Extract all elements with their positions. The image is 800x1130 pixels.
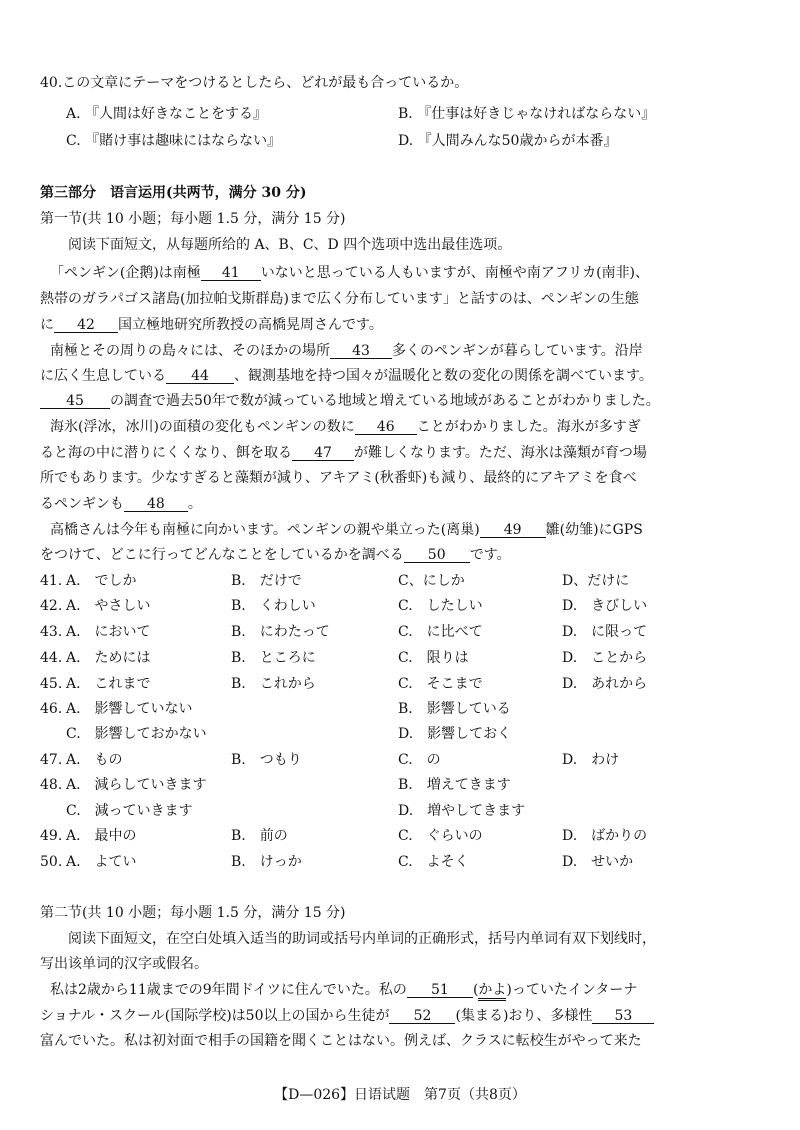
passage-text: に広く生息している	[40, 368, 166, 384]
passage1-line	[40, 318, 383, 333]
q48-option-c[interactable]: C. 減っていきます	[66, 803, 193, 819]
q40-option-d[interactable]	[398, 134, 617, 148]
section2-title: 第二节(共 10 小题；每小题 1.5 分，满分 15 分)	[40, 905, 346, 921]
q42-option-d[interactable]: D. きびしい	[562, 598, 648, 614]
passage-text: に	[40, 317, 54, 333]
passage-text: るペンギンも	[40, 496, 124, 512]
option-text: 『仕事は好きじゃなければならない』	[417, 106, 656, 122]
q43-option-d[interactable]: D. に限って	[562, 624, 648, 640]
passage-text: 、観測基地を持つ国々が温暖化と数の変化の関係を調べています。	[234, 368, 653, 384]
blank-46[interactable]: 46	[355, 420, 417, 435]
blank-43[interactable]: 43	[330, 344, 392, 359]
q43-option-b[interactable]: B. にわたって	[231, 624, 330, 640]
section1-title: 第一节(共 10 小题；每小题 1.5 分，满分 15 分)	[40, 211, 346, 227]
passage-text: の調査で過去50年で数が減っている地域と増えている地域があることがわかりました。	[110, 393, 660, 409]
passage-text: ると海の中に潜りにくくなり、餌を取る	[40, 445, 292, 461]
passage1-line	[40, 369, 653, 384]
q45-option-a[interactable]: A. これまで	[66, 676, 151, 692]
passage-text: 。	[187, 496, 202, 512]
passage-text: 国立極地研究所教授の高橋晃周さんです。	[118, 317, 383, 333]
passage1-line	[40, 497, 202, 512]
option-label: C.	[66, 133, 81, 149]
q48-option-b[interactable]: B. 増えてきます	[398, 777, 511, 793]
option-number: 48.	[40, 777, 63, 793]
section2-instruction: 阅读下面短文，在空白处填入适当的助词或括号内单词的正确形式，括号内单词有双下划线时，	[68, 931, 656, 947]
blank-42[interactable]: 42	[54, 318, 118, 333]
option-number: 47.	[40, 752, 63, 768]
passage-text: いないと思っている人もいますが、南極や南アフリカ(南非)、	[260, 265, 650, 281]
passage-text: 多くのペンギンが暮らしています。沿岸	[392, 343, 643, 359]
blank-45[interactable]: 45	[40, 394, 110, 409]
blank-48[interactable]: 48	[124, 497, 188, 512]
part3-title: 第三部分 语言运用(共两节，满分 30 分)	[40, 185, 307, 201]
q47-option-a[interactable]: A. もの	[66, 752, 123, 768]
option-label: B.	[398, 106, 413, 122]
passage1-line	[50, 523, 643, 538]
passage-text: をつけて、どこに行ってどんなことをしているかを調べる	[40, 547, 404, 563]
q44-option-d[interactable]: D. ことから	[562, 650, 648, 666]
option-label: D.	[398, 133, 414, 149]
passage-text: ショナル・スクール(国际学校)は50以上の国から生徒が	[40, 1008, 390, 1024]
option-label: A.	[66, 106, 81, 122]
passage-text: 雛(幼雏)にGPS	[545, 522, 643, 538]
q42-option-b[interactable]: B. くわしい	[231, 598, 316, 614]
q45-option-d[interactable]: D. あれから	[562, 676, 648, 692]
passage-text: です。	[469, 547, 511, 563]
page-footer: 【D—026】日语试题 第7页（共8页）	[274, 1087, 526, 1103]
option-text: 『人間は好きなことをする』	[85, 106, 268, 122]
passage-text: 南極とその周りの島々には、そのほかの場所	[50, 343, 330, 359]
q44-option-a[interactable]: A. ためには	[66, 650, 151, 666]
q49-option-c[interactable]: C. ぐらいの	[398, 828, 483, 844]
q45-option-c[interactable]: C. そこまで	[398, 676, 483, 692]
q47-option-b[interactable]: B. つもり	[231, 752, 302, 768]
q50-option-c[interactable]: C. よそく	[398, 854, 469, 870]
passage-text: 高橋さんは今年も南極に向かいます。ペンギンの親や巣立った(离巢)	[50, 522, 480, 538]
blank-49[interactable]: 49	[480, 523, 546, 538]
option-number: 44.	[40, 650, 63, 666]
blank-50[interactable]: 50	[404, 548, 470, 563]
q42-option-a[interactable]: A. やさしい	[66, 598, 151, 614]
blank-53[interactable]: 53	[592, 1009, 654, 1024]
q48-option-a[interactable]: A. 減らしていきます	[66, 777, 207, 793]
passage1-line	[40, 446, 647, 461]
q43-option-c[interactable]: C. に比べて	[398, 624, 483, 640]
q40-option-c[interactable]	[66, 134, 281, 148]
option-number: 49.	[40, 828, 63, 844]
option-number: 42.	[40, 598, 63, 614]
q49-option-a[interactable]: A. 最中の	[66, 828, 137, 844]
q47-option-c[interactable]: C. の	[398, 752, 441, 768]
passage-text: ことがわかりました。海氷が多すぎ	[416, 419, 641, 435]
section2-instruction: 写出该单词的汉字或假名。	[40, 956, 208, 972]
q41-option-d[interactable]: D、だけに	[562, 573, 630, 589]
option-number: 50.	[40, 854, 63, 870]
q40-option-b[interactable]	[398, 107, 655, 121]
q48-option-d[interactable]: D. 増やしてきます	[398, 803, 526, 819]
blank-51[interactable]: 51	[407, 983, 473, 998]
passage-text: 私は2歳から11歳までの9年間ドイツに住んでいた。私の	[50, 982, 407, 998]
passage1-line	[40, 548, 511, 563]
passage-text: っていたインターナ	[511, 982, 638, 998]
blank-44[interactable]: 44	[166, 369, 234, 384]
q50-option-b[interactable]: B. けっか	[231, 854, 302, 870]
passage-text: が難しくなります。ただ、海氷は藻類が育つ場	[354, 445, 647, 461]
q46-option-a[interactable]: A. 影響していない	[66, 701, 193, 717]
q44-option-c[interactable]: C. 限りは	[398, 650, 469, 666]
q41-option-a[interactable]: A. でしか	[66, 573, 137, 589]
q43-option-a[interactable]: A. において	[66, 624, 151, 640]
section1-instruction: 阅读下面短文，从每题所给的 A、B、C、D 四个选项中选出最佳选项。	[68, 237, 512, 253]
q47-option-d[interactable]: D. わけ	[562, 752, 620, 768]
q41-option-b[interactable]: B. だけで	[231, 573, 302, 589]
q46-option-c[interactable]: C. 影響しておかない	[66, 726, 207, 742]
option-text: 『人間みんな50歳からが本番』	[417, 133, 618, 149]
passage1-line	[40, 394, 660, 409]
passage1-line	[50, 344, 643, 359]
paren: )	[506, 982, 512, 998]
q46-option-b[interactable]: B. 影響している	[398, 701, 511, 717]
option-text: 『賭け事は趣味にはならない』	[85, 133, 282, 149]
double-underlined-word: かよ	[478, 982, 506, 1001]
passage1-line: 熱帯のガラパゴス諸島(加拉帕戈斯群島)まで広く分布しています」と話すのは、ペンギンの生態	[40, 291, 639, 307]
option-number: 41.	[40, 573, 63, 589]
passage1-line: 所でもあります。少なすぎると藻類が減り、アキアミ(秋番虾)も減り、最終的にアキアミを食べ	[40, 470, 637, 486]
paren: (	[472, 982, 479, 998]
passage2-line	[50, 983, 637, 998]
q40-stem: 40.この文章にテーマをつけるとしたら、どれが最も合っているか。	[40, 75, 469, 91]
q50-option-a[interactable]: A. よてい	[66, 854, 137, 870]
q45-option-b[interactable]: B. これから	[231, 676, 316, 692]
option-number: 45.	[40, 676, 63, 692]
q50-option-d[interactable]: D. せいか	[562, 854, 634, 870]
q49-option-b[interactable]: B. 前の	[231, 828, 288, 844]
q44-option-b[interactable]: B. ところに	[231, 650, 316, 666]
q42-option-c[interactable]: C. したしい	[398, 598, 483, 614]
passage-text: (集まる)おり、多様性	[455, 1008, 593, 1024]
passage1-line	[50, 420, 641, 435]
option-number: 43.	[40, 624, 63, 640]
option-number: 46.	[40, 701, 63, 717]
passage-text: 海氷(浮冰，冰川)の面積の変化もペンギンの数に	[50, 419, 355, 435]
blank-41[interactable]: 41	[201, 266, 261, 281]
passage2-line: 富んでいた。私は初対面で相手の国籍を聞くことはない。例えば、クラスに転校生がやって来た	[40, 1033, 642, 1049]
q46-option-d[interactable]: D. 影響しておく	[398, 726, 512, 742]
passage2-line	[40, 1009, 654, 1024]
q41-option-c[interactable]: C、にしか	[398, 573, 465, 589]
q49-option-d[interactable]: D. ばかりの	[562, 828, 648, 844]
blank-52[interactable]: 52	[389, 1009, 455, 1024]
passage1-line	[50, 266, 649, 281]
blank-47[interactable]: 47	[292, 446, 354, 461]
q40-option-a[interactable]	[66, 107, 267, 121]
passage-text: 「ペンギン(企鹅)は南極	[50, 265, 201, 281]
